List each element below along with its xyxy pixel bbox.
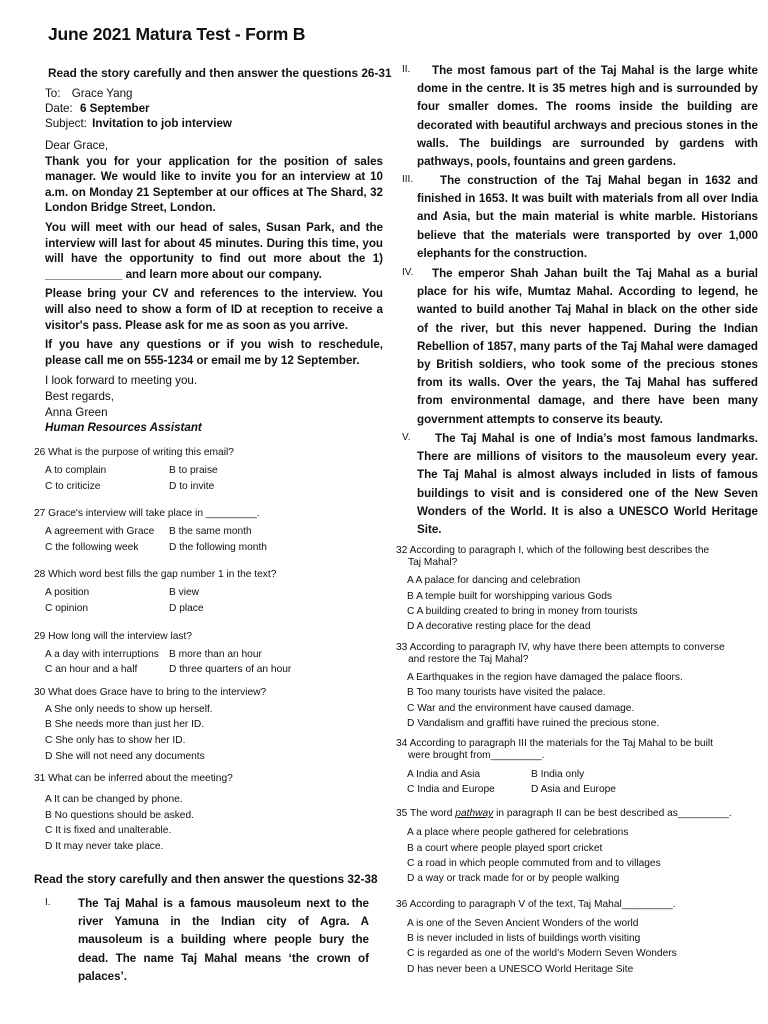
page-title: June 2021 Matura Test - Form B [48, 24, 306, 44]
question-text: 29 How long will the interview last? [34, 630, 192, 642]
question-text-cont: Taj Mahal? [408, 557, 458, 569]
paragraph-number: I. [45, 897, 51, 908]
email-paragraph-1: Thank you for your application for the position of sales manager. We would like to invite you for an interview at 10 a.m. on Monday 21 September at our offices at The Shard, 32 London Bridge Street, London. [45, 154, 383, 215]
option[interactable]: A She only needs to show up herself. [45, 703, 213, 715]
option[interactable]: B is never included in lists of buildings worth visiting [407, 933, 641, 945]
option[interactable]: C A building created to bring in money from tourists [407, 606, 638, 617]
questions-32-36 [396, 545, 758, 977]
taj-paragraph-2 [402, 62, 758, 171]
option[interactable]: D a way or track made for or by people walking [407, 873, 620, 885]
option[interactable]: B Too many tourists have visited the palace. [407, 687, 606, 699]
option[interactable]: C It is fixed and unalterable. [45, 825, 172, 837]
question-text: 32 According to paragraph I, which of the following best describes the [396, 545, 710, 556]
option[interactable]: A A palace for dancing and celebration [407, 575, 581, 587]
closing-regards: Best regards, [45, 389, 114, 403]
option[interactable]: B No questions should be asked. [45, 809, 194, 821]
option[interactable]: A to complain [45, 465, 107, 476]
signature-name: Anna Green [45, 405, 108, 419]
option[interactable]: D Asia and Europe [531, 783, 616, 795]
option[interactable]: B more than an hour [169, 648, 262, 660]
paragraph-number: II. [402, 64, 411, 75]
option[interactable]: D It may never take place. [45, 840, 164, 852]
question-keyword: pathway [455, 808, 494, 820]
option[interactable]: B to praise [169, 465, 218, 476]
option[interactable]: C to criticize [45, 480, 101, 492]
question-text: 27 Grace's interview will take place in _________. [34, 508, 260, 520]
email-paragraph-3: Please bring your CV and references to the interview. You will also need to show a form of ID at reception to receive a visitor's pass. Please ask for me as soon as you arrive. [45, 287, 383, 332]
email-header [45, 86, 232, 131]
question-26 [34, 446, 374, 494]
option[interactable]: C the following week [45, 541, 139, 553]
to-label: To: [45, 87, 61, 100]
option[interactable]: D three quarters of an hour [169, 664, 292, 676]
paragraph-number: III. [402, 174, 414, 185]
option[interactable]: A India and Asia [407, 768, 481, 780]
option[interactable]: B She needs more than just her ID. [45, 719, 205, 731]
taj-paragraph-5 [402, 430, 758, 539]
option[interactable]: D to invite [169, 480, 215, 492]
question-text-start: 35 The word [396, 808, 456, 820]
option[interactable]: C is regarded as one of the world’s Modern Seven Wonders [407, 948, 677, 960]
paragraph-text: The most famous part of the Taj Mahal is the large white dome in the centre. It is 35 metres high and is surrounded by four smaller domes. The rooms inside the building are decorated with beautiful archways and precious stones in the walls. The buildings are surrounded by gardens with pathways, pools, fountains and green gardens. [417, 64, 758, 169]
option[interactable]: A agreement with Grace [45, 526, 155, 538]
option[interactable]: D place [169, 602, 204, 614]
question-29 [34, 630, 374, 678]
section1-instruction: Read the story carefully and then answer the questions 26-31 [48, 66, 392, 80]
paragraph-text: The construction of the Taj Mahal began in 1632 and finished in 1653. It was built with materials from all over India and Asia, but the main material is white marble. Historians believe that the materials were transported by over 1,000 elephants for the construction. [417, 174, 758, 260]
question-32 [396, 545, 758, 635]
option[interactable]: D She will not need any documents [45, 750, 205, 762]
option[interactable]: B India only [531, 768, 585, 780]
option[interactable]: D A decorative resting place for the dead [407, 621, 591, 633]
paragraph-text: The emperor Shah Jahan built the Taj Mahal as a burial place for his wife, Mumtaz Mahal. According to legend, he wanted to build another Taj Mahal in black on the other side of the river, but this never happened. During the Indian Rebellion of 1857, many parts of the Taj Mahal were damaged by British soldiers, who took some of the precious stones from its walls. Over the years, the Taj Mahal has suffered from environmental damage, and there have been many government attempts to conserve its beauty. [417, 267, 758, 426]
question-31 [34, 772, 374, 854]
option[interactable]: A It can be changed by phone. [45, 794, 183, 806]
question-text: 26 What is the purpose of writing this email? [34, 447, 234, 458]
question-text-cont: were brought from_________. [408, 750, 545, 762]
paragraph-number: IV. [402, 267, 414, 278]
option[interactable]: B a court where people played sport cricket [407, 842, 603, 854]
option[interactable]: A is one of the Seven Ancient Wonders of the world [407, 917, 639, 929]
option[interactable]: C India and Europe [407, 783, 495, 795]
option[interactable]: A position [45, 587, 90, 599]
question-text: 34 According to paragraph III the materials for the Taj Mahal to be built [396, 738, 713, 750]
greeting: Dear Grace, [45, 139, 109, 152]
option[interactable]: C opinion [45, 602, 89, 614]
question-34 [396, 738, 758, 797]
question-text: 36 According to paragraph V of the text, Taj Mahal_________. [396, 898, 676, 910]
question-28 [34, 568, 374, 616]
question-35 [396, 808, 758, 886]
question-text: 33 According to paragraph IV, why have there been attempts to converse [396, 641, 725, 653]
option[interactable]: D the following month [169, 541, 267, 553]
question-text: 30 What does Grace have to bring to the interview? [34, 686, 267, 698]
question-text-cont: and restore the Taj Mahal? [408, 653, 529, 665]
section2-instruction: Read the story carefully and then answer the questions 32-38 [34, 872, 378, 886]
signature-role: Human Resources Assistant [45, 421, 202, 435]
question-36 [396, 899, 758, 977]
option[interactable]: D has never been a UNESCO World Heritage Site [407, 963, 634, 975]
option[interactable]: B view [169, 587, 200, 599]
email-paragraph-2: You will meet with our head of sales, Susan Park, and the interview will last for about 45 minutes. During this time, you will have the opportunity to find out more about the 1) ____________ and learn more about our company. [45, 220, 383, 281]
option[interactable]: B the same month [169, 526, 252, 538]
option[interactable]: D Vandalism and graffiti have ruined the precious stone. [407, 717, 660, 729]
question-text: 31 What can be inferred about the meeting? [34, 773, 233, 785]
question-27 [34, 507, 374, 555]
paragraph-text: The Taj Mahal is one of India’s most famous landmarks. There are millions of visitors to the mausoleum every year. The Taj Mahal is almost always included in lists of famous buildings to visit and is considered one of the New Seven Wonders of the World. It is also a UNESCO World Heritage Site. [417, 432, 758, 537]
email-body [45, 138, 383, 436]
to-value: Grace Yang [71, 87, 133, 100]
question-30 [34, 686, 374, 764]
closing-line: I look forward to meeting you. [45, 374, 198, 388]
date-value: 6 September [79, 102, 150, 115]
taj-paragraph-4 [402, 265, 758, 429]
paragraph-number: V. [402, 432, 411, 443]
question-text-end: in paragraph II can be best described as_________. [493, 808, 732, 820]
option[interactable]: A Earthquakes in the region have damaged the palace floors. [407, 672, 683, 683]
option[interactable]: C She only has to show her ID. [45, 734, 186, 746]
date-label: Date: [45, 102, 73, 115]
taj-paragraph-3 [402, 172, 758, 263]
questions-26-31 [34, 446, 374, 855]
question-text: 28 Which word best fills the gap number 1 in the text? [34, 569, 277, 581]
option[interactable]: B A temple built for worshipping various Gods [407, 590, 612, 602]
option[interactable]: C an hour and a half [45, 664, 138, 676]
taj-paragraph-1 [45, 895, 369, 986]
subject-label: Subject: [45, 117, 87, 130]
subject-value: Invitation to job interview [92, 117, 232, 130]
email-paragraph-4: If you have any questions or if you wish to reschedule, please call me on 555-1234 or email me by 12 September. [45, 338, 383, 367]
question-33 [396, 642, 758, 732]
option[interactable]: C a road in which people commuted from and to villages [407, 857, 661, 869]
option[interactable]: C War and the environment have caused damage. [407, 702, 635, 714]
option[interactable]: A a day with interruptions [45, 648, 159, 660]
question-text [396, 808, 758, 820]
option[interactable]: A a place where people gathered for celebrations [407, 827, 629, 839]
paragraph-text: The Taj Mahal is a famous mausoleum next to the river Yamuna in the Indian city of Agra. A mausoleum is a building where people bury the dead. The name Taj Mahal means ‘the crown of palaces’. [78, 897, 369, 983]
